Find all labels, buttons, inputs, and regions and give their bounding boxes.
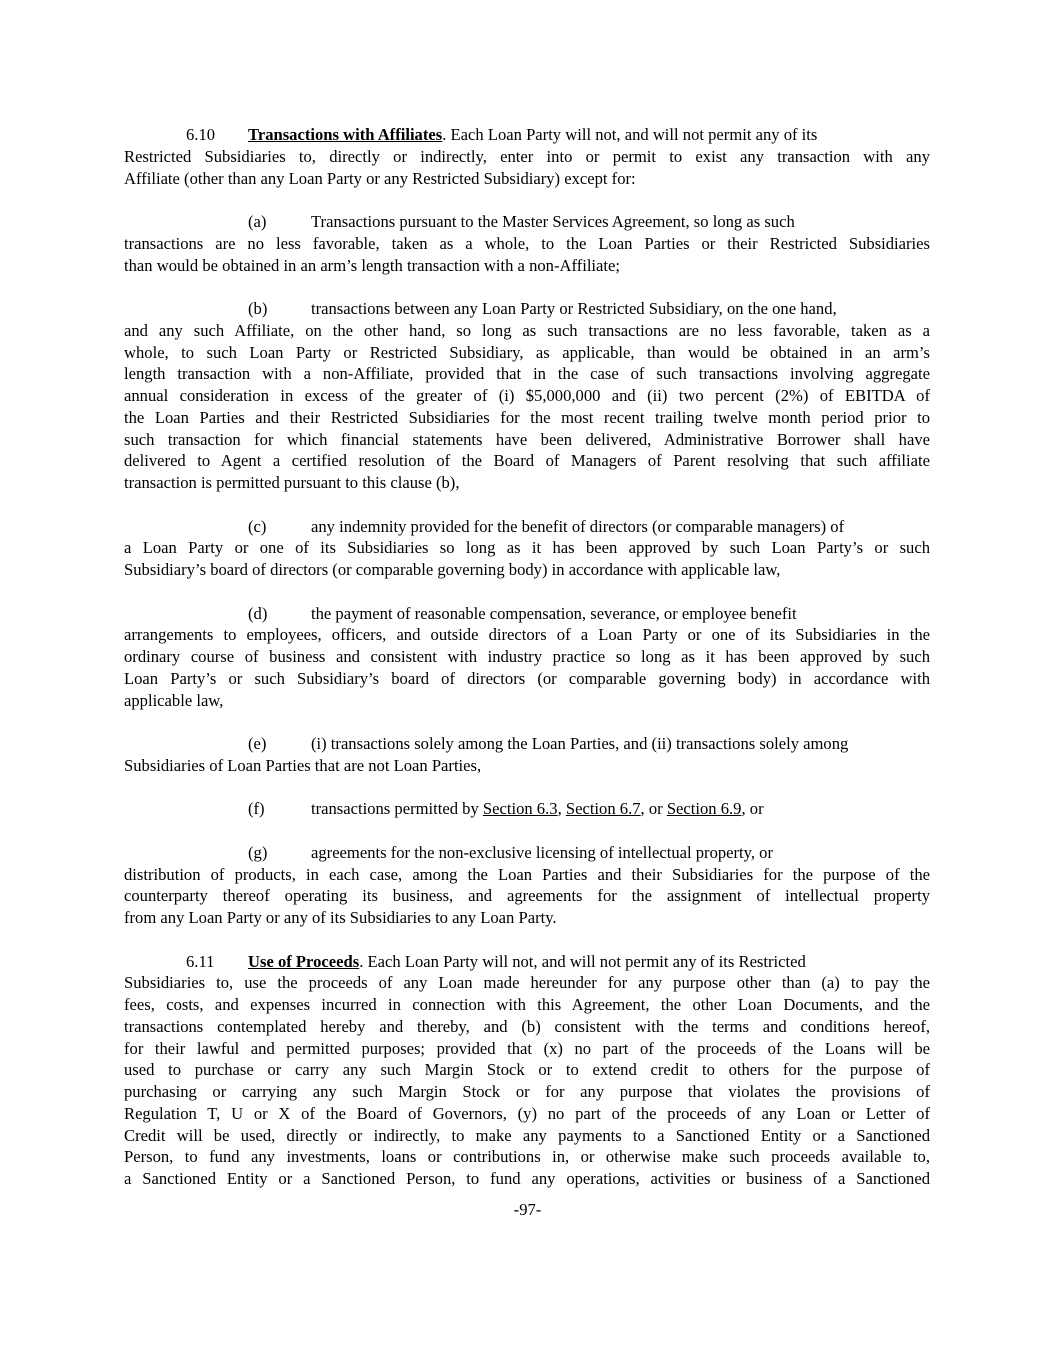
section-heading: Transactions with Affiliates <box>248 125 443 144</box>
clause-f <box>124 798 930 820</box>
text-line: such transaction for which financial statements have been delivered, Administrative Borrower shall have <box>124 429 930 449</box>
clause-label: (g) <box>248 842 268 862</box>
text-run: any indemnity provided for the benefit of directors (or comparable managers) of <box>311 516 845 536</box>
text-line: Credit will be used, directly or indirectly, to make any payments to a Sanctioned Entity or a Sanctioned <box>124 1125 930 1145</box>
text-line: fees, costs, and expenses incurred in connection with this Agreement, the other Loan Documents, and the <box>124 995 930 1014</box>
text-line: purchasing or carrying any such Margin Stock or for any purpose that violates the provisions of <box>124 1082 930 1101</box>
paragraph-spacer <box>124 189 930 211</box>
clause-a <box>124 211 930 276</box>
clause-label: (f) <box>248 799 265 819</box>
text-line: Person, to fund any investments, loans or contributions in, or otherwise make such proceeds available to, <box>124 1147 930 1167</box>
text-line: counterparty thereof operating its business, and agreements for the assignment of intellectual property <box>124 886 930 906</box>
text-line: the Loan Parties and their Restricted Subsidiaries for the most recent trailing twelve month period prior to <box>124 407 930 427</box>
text-line <box>124 124 930 146</box>
clause-d <box>124 603 930 712</box>
text-line: whole, to such Loan Party or Restricted Subsidiary, as applicable, than would be obtained in an arm’s <box>124 342 930 362</box>
text-line: Subsidiary’s board of directors (or comparable governing body) in accordance with applicable law, <box>124 560 781 579</box>
text-line: Loan Party’s or such Subsidiary’s board of directors (or comparable governing body) in accordance with <box>124 668 930 688</box>
text-line <box>124 842 930 864</box>
paragraph-spacer <box>124 581 930 603</box>
text-run: Transactions pursuant to the Master Services Agreement, so long as such <box>311 212 795 231</box>
section-heading: Use of Proceeds <box>248 951 360 971</box>
section-reference-link[interactable]: Section 6.9 <box>666 799 742 819</box>
text-line: distribution of products, in each case, among the Loan Parties and their Subsidiaries for the purpose of the <box>124 864 930 884</box>
text-line: Subsidiaries of Loan Parties that are not Loan Parties, <box>124 755 482 775</box>
clause-label: (d) <box>248 603 268 623</box>
text-line: a Sanctioned Entity or a Sanctioned Person, to fund any operations, activities or business of a Sanctioned <box>124 1169 930 1188</box>
clause-c <box>124 516 930 581</box>
text-line: length transaction with a non-Affiliate, provided that in the case of such transactions involving aggregate <box>124 364 930 384</box>
text-line <box>124 298 930 320</box>
page-number: -97- <box>513 1200 542 1219</box>
section-6-11 <box>124 951 930 1190</box>
text-line: delivered to Agent a certified resolution of the Board of Managers of Parent resolving that such affiliate <box>124 451 930 471</box>
clause-g <box>124 842 930 929</box>
text-line: transaction is permitted pursuant to this clause (b), <box>124 473 460 492</box>
clause-label: 6.10 <box>186 125 216 144</box>
clause-label: (e) <box>248 734 267 753</box>
text-line: Subsidiaries to, use the proceeds of any Loan made hereunder for any purpose other than (a) to pay the <box>124 973 930 993</box>
text-line: used to purchase or carry any such Margin Stock or to extend credit to others for the purpose of <box>124 1060 930 1080</box>
text-run: . Each Loan Party will not, and will not permit any of its Restricted <box>359 951 806 971</box>
paragraph-spacer <box>124 777 930 799</box>
paragraph-spacer <box>124 711 930 733</box>
text-line: annual consideration in excess of the greater of (i) $5,000,000 and (ii) two percent (2%) of EBITDA of <box>124 386 930 405</box>
text-run: agreements for the non-exclusive licensing of intellectual property, or <box>311 842 773 862</box>
text-line: applicable law, <box>124 690 224 710</box>
text-line: arrangements to employees, officers, and outside directors of a Loan Party or one of its Subsidiaries in the <box>124 625 930 645</box>
section-reference-link[interactable]: Section 6.7 <box>565 799 641 819</box>
clause-b <box>124 298 930 494</box>
text-line <box>124 516 930 538</box>
text-line: transactions are no less favorable, taken as a whole, to the Loan Parties or their Restricted Subsidiaries <box>124 233 930 253</box>
text-run: . Each Loan Party will not, and will not permit any of its <box>442 125 818 144</box>
clause-e <box>124 733 930 777</box>
text-line: Regulation T, U or X of the Board of Governors, (y) no part of the proceeds of any Loan or Letter of <box>124 1103 930 1123</box>
section-reference-link[interactable]: Section 6.3 <box>482 799 558 819</box>
paragraph-spacer <box>124 276 930 298</box>
text-line: from any Loan Party or any of its Subsidiaries to any Loan Party. <box>124 908 557 927</box>
text-line: a Loan Party or one of its Subsidiaries so long as it has been approved by such Loan Party’s or such <box>124 538 930 558</box>
clause-label: (a) <box>248 212 267 231</box>
text-run: , <box>557 799 566 819</box>
text-line <box>124 603 930 625</box>
text-line: for their lawful and permitted purposes; provided that (x) no part of the proceeds of the Loans will be <box>124 1038 930 1058</box>
section-6-10 <box>124 124 930 189</box>
text-run: transactions between any Loan Party or Restricted Subsidiary, on the one hand, <box>311 299 837 318</box>
text-run: (i) transactions solely among the Loan Parties, and (ii) transactions solely among <box>311 734 849 753</box>
text-run: , or <box>640 799 667 819</box>
clause-label: (c) <box>248 516 267 536</box>
text-line <box>124 951 930 973</box>
text-line: Restricted Subsidiaries to, directly or indirectly, enter into or permit to exist any transaction with any <box>124 146 930 166</box>
clause-label: (b) <box>248 299 268 318</box>
text-line <box>124 733 930 755</box>
text-line <box>124 798 930 820</box>
paragraph-spacer <box>124 929 930 951</box>
text-run: the payment of reasonable compensation, severance, or employee benefit <box>311 603 797 623</box>
paragraph-spacer <box>124 494 930 516</box>
text-line: and any such Affiliate, on the other hand, so long as such transactions are no less favorable, taken as a <box>124 320 930 340</box>
text-line: Affiliate (other than any Loan Party or any Restricted Subsidiary) except for: <box>124 168 636 188</box>
text-line: ordinary course of business and consistent with industry practice so long as it has been approved by such <box>124 647 930 666</box>
text-line: transactions contemplated hereby and thereby, and (b) consistent with the terms and conditions hereof, <box>124 1016 930 1036</box>
text-run: , or <box>741 799 764 819</box>
document-body <box>124 124 930 1190</box>
paragraph-spacer <box>124 820 930 842</box>
text-line: than would be obtained in an arm’s length transaction with a non-Affiliate; <box>124 255 620 275</box>
text-line <box>124 211 930 233</box>
text-run: transactions permitted by <box>311 799 483 819</box>
clause-label: 6.11 <box>186 951 215 971</box>
